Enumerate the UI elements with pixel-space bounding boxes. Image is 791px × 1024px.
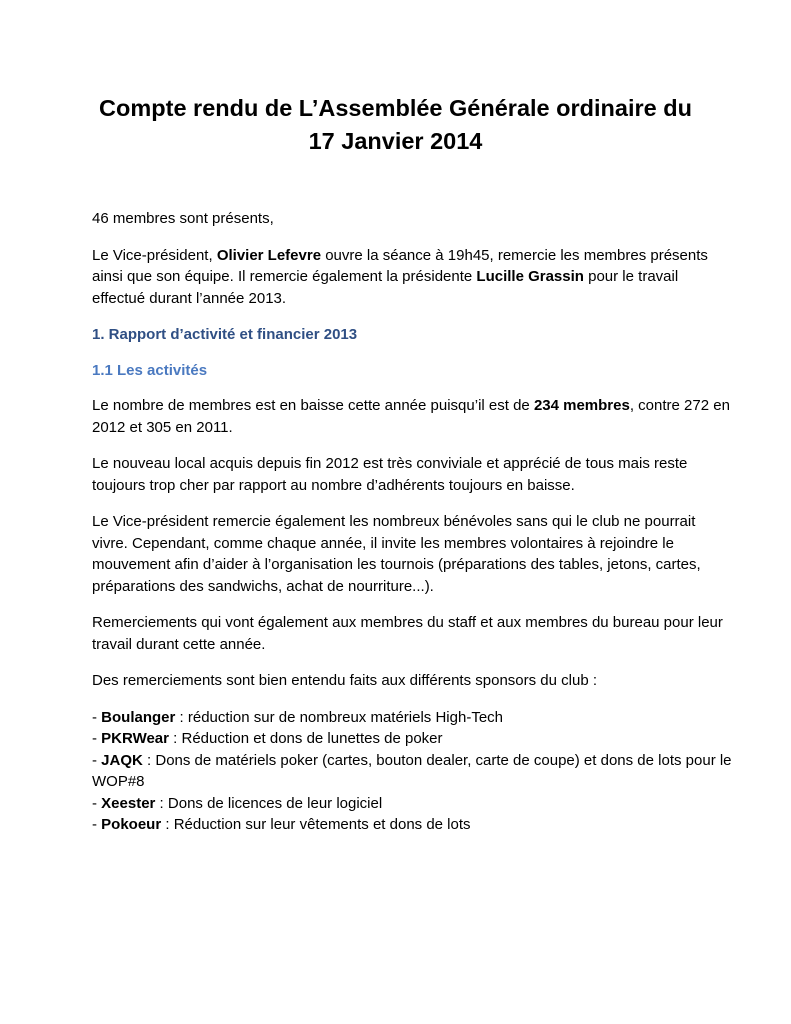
president-name: Lucille Grassin — [476, 268, 584, 285]
sponsor-item: - Pokoeur : Réduction sur leur vêtements et dons de lots — [92, 816, 471, 833]
section-heading-1-1: 1.1 Les activités — [92, 361, 208, 379]
sponsor-item: - PKRWear : Réduction et dons de lunettes de poker — [92, 730, 443, 747]
sponsor-name: Xeester — [101, 794, 156, 812]
sponsor-name: Pokoeur — [101, 816, 162, 833]
sponsor-name: Boulanger — [101, 708, 176, 726]
opening-paragraph — [92, 245, 732, 310]
members-text-1: Le nombre de membres est en baisse cette année puisqu’il est de — [92, 397, 534, 414]
sponsor-item: - Boulanger : réduction sur de nombreux matériels High-Tech — [92, 708, 504, 726]
sponsor-desc: : Réduction sur leur vêtements et dons de lots — [161, 816, 471, 833]
sponsors-list — [92, 707, 732, 836]
title-line-2: 17 Janvier 2014 — [308, 128, 483, 154]
sponsor-name: PKRWear — [101, 730, 169, 747]
volunteers-paragraph: Le Vice-président remercie également les nombreux bénévoles sans qui le club ne pourrait vivre. Cependant, comme chaque année, il invite les membres volontaires à rejoindre le mouvement afin d’aider à l’organisation les tournois (préparations des tables, jetons, cartes, préparations des sandwichs, achat de nourriture...). — [92, 513, 701, 595]
sponsors-intro: Des remerciements sont bien entendu faits aux différents sponsors du club : — [92, 672, 597, 689]
members-count: 234 membres — [533, 397, 630, 414]
document-title — [60, 92, 731, 158]
attendance-paragraph: 46 membres sont présents, — [92, 210, 274, 227]
staff-paragraph: Remerciements qui vont également aux membres du staff et aux membres du bureau pour leur travail durant cette année. — [92, 614, 723, 653]
members-text-2: , contre 272 en 2012 et 305 en 2011. — [92, 397, 730, 436]
opening-text-3: pour le travail effectué durant l’année 2013. — [92, 268, 679, 307]
opening-text-2: ouvre la séance à 19h45, remercie les membres présents ainsi que son équipe. Il remercie également la présidente — [92, 246, 708, 285]
sponsor-item: - Xeester : Dons de licences de leur logiciel — [92, 794, 383, 812]
sponsor-desc: : Dons de matériels poker (cartes, bouton dealer, carte de coupe) et dons de lots pour le WOP#8 — [92, 751, 732, 790]
members-paragraph — [92, 395, 732, 438]
opening-text-1: Le Vice-président, — [92, 246, 217, 264]
local-paragraph: Le nouveau local acquis depuis fin 2012 est très conviviale et apprécié de tous mais reste toujours trop cher par rapport au nombre d’adhérents toujours en baisse. — [92, 455, 688, 494]
sponsor-name: JAQK — [101, 751, 143, 769]
vice-president-name: Olivier Lefevre — [216, 246, 322, 264]
title-line-1: Compte rendu de L’Assemblée Générale ordinaire du — [99, 95, 692, 121]
document-body — [92, 208, 732, 836]
sponsor-desc: : Dons de licences de leur logiciel — [155, 794, 383, 812]
sponsor-desc: : réduction sur de nombreux matériels High-Tech — [175, 708, 504, 726]
sponsor-desc: : Réduction et dons de lunettes de poker — [168, 730, 443, 747]
sponsor-item: - JAQK : Dons de matériels poker (cartes, bouton dealer, carte de coupe) et dons de lots pour le WOP#8 — [92, 751, 732, 790]
section-heading-1: 1. Rapport d’activité et financier 2013 — [92, 326, 358, 343]
